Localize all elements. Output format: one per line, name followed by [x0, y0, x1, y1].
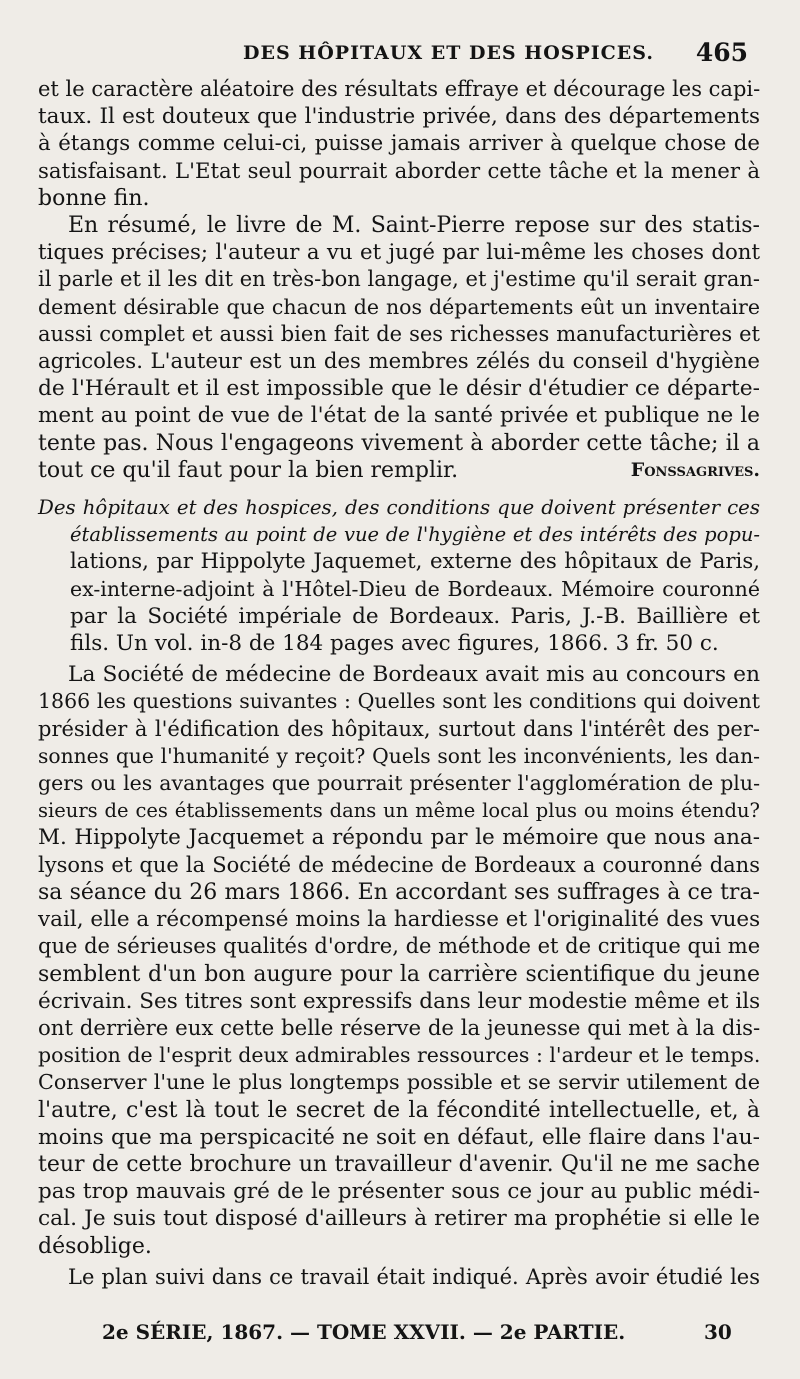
text-line-with-signature: [38, 457, 760, 484]
running-title: DES HÔPITAUX ET DES HOSPICES.: [243, 42, 654, 64]
paragraph-3: [38, 661, 760, 1259]
reference-line: lations, par Hippolyte Jaquemet, externe des hôpitaux de Paris,: [70, 549, 760, 575]
reference-line: [38, 494, 760, 521]
running-header: [38, 40, 760, 76]
reference-line: ex-interne-adjoint à l'Hôtel-Dieu de Bordeaux. Mémoire couronné: [70, 576, 760, 601]
text-line: présider à l'édification des hôpitaux, surtout dans l'intérêt des per-: [38, 716, 760, 741]
reference-title: Des hôpitaux et des hospices, des conditions que doivent présenter ces: [38, 496, 760, 520]
paragraph-4: [38, 1264, 760, 1291]
reference-line: [38, 521, 760, 548]
text-line: cal. Je suis tout disposé d'ailleurs à retirer ma prophétie si elle le: [38, 1206, 760, 1232]
signature-mark: 30: [704, 1320, 732, 1344]
text-line: bonne fin.: [38, 185, 150, 211]
text-line: position de l'esprit deux admirables ressources : l'ardeur et le temps.: [38, 1043, 761, 1068]
text-line: désoblige.: [38, 1233, 152, 1259]
text-line: que de sérieuses qualités d'ordre, de méthode et de critique qui me: [38, 934, 761, 959]
text-line: moins que ma perspicacité ne soit en défaut, elle flaire dans l'au-: [38, 1124, 760, 1150]
reference-line: fils. Un vol. in-8 de 184 pages avec figures, 1866. 3 fr. 50 c.: [70, 631, 719, 657]
text-line: sonnes que l'humanité y reçoit? Quels sont les inconvénients, les dan-: [38, 743, 760, 768]
paragraph-1: [38, 76, 760, 212]
text-line: taux. Il est douteux que l'industrie privée, dans des départements: [38, 104, 760, 130]
text-line: il parle et il les dit en très-bon langage, et j'estime qu'il serait gran-: [38, 267, 760, 292]
text-line: La Société de médecine de Bordeaux avait mis au concours en: [68, 662, 760, 688]
text-line: ont derrière eux cette belle réserve de la jeunesse qui met à la dis-: [38, 1015, 761, 1041]
book-reference: [38, 494, 760, 657]
text-line: En résumé, le livre de M. Saint-Pierre repose sur des statis-: [68, 213, 760, 239]
text-line: vail, elle a récompensé moins la hardiesse et l'originalité des vues: [38, 907, 761, 933]
text-line: de l'Hérault et il est impossible que le désir d'étudier ce départe-: [38, 376, 760, 402]
text-line: gers ou les avantages que pourrait présenter l'agglomération de plu-: [38, 771, 760, 796]
paragraph-2: [38, 212, 760, 484]
text-line: aussi complet et aussi bien fait de ses richesses manufacturières et: [38, 321, 760, 346]
text-line: ment au point de vue de l'état de la santé privée et publique ne le: [38, 403, 760, 429]
text-line: satisfaisant. L'Etat seul pourrait aborder cette tâche et la mener à: [38, 158, 760, 184]
text-line: sa séance du 26 mars 1866. En accordant ses suffrages à ce tra-: [38, 879, 760, 905]
text-line: dement désirable que chacun de nos départements eût un inventaire: [38, 294, 760, 319]
text-line: sieurs de ces établissements dans un même local plus ou moins étendu?: [38, 799, 760, 823]
series-line: 2e SÉRIE, 1867. — TOME XXVII. — 2e PARTIE.: [102, 1320, 626, 1344]
text-line: 1866 les questions suivantes : Quelles sont les conditions qui doivent: [38, 689, 760, 714]
text-line: tente pas. Nous l'engageons vivement à aborder cette tâche; il a: [38, 430, 760, 456]
text-line: tiques précises; l'auteur a vu et jugé par lui-même les choses dont: [38, 240, 760, 266]
page-number: 465: [695, 38, 748, 67]
text-line: semblent d'un bon augure pour la carrière scientifique du jeune: [38, 961, 760, 987]
text-line: à étangs comme celui-ci, puisse jamais arriver à quelque chose de: [38, 131, 760, 157]
text-line: agricoles. L'auteur est un des membres zélés du conseil d'hygiène: [38, 349, 760, 375]
text-line: Le plan suivi dans ce travail était indiqué. Après avoir étudié les: [68, 1264, 760, 1289]
text-line: M. Hippolyte Jacquemet a répondu par le mémoire que nous ana-: [38, 825, 760, 851]
reference-title: établissements au point de vue de l'hygiène et des intérêts des popu-: [70, 523, 760, 547]
text-line: teur de cette brochure un travailleur d'avenir. Qu'il ne me sache: [38, 1151, 760, 1177]
text-line: tout ce qu'il faut pour la bien remplir.: [38, 457, 459, 483]
text-line: pas trop mauvais gré de le présenter sous ce jour au public médi-: [38, 1179, 760, 1205]
text-line: l'autre, c'est là tout le secret de la fécondité intellectuelle, et, à: [38, 1097, 760, 1123]
text-line: Conserver l'une le plus longtemps possible et se servir utilement de: [38, 1070, 760, 1095]
reference-line: par la Société impériale de Bordeaux. Paris, J.-B. Baillière et: [70, 603, 760, 629]
author-signature: Fonssagrives.: [630, 458, 760, 481]
text-line: écrivain. Ses titres sont expressifs dans leur modestie même et ils: [38, 988, 761, 1014]
text-line: lysons et que la Société de médecine de Bordeaux a couronné dans: [38, 852, 760, 877]
text-line: et le caractère aléatoire des résultats effraye et décourage les capi-: [38, 77, 761, 101]
